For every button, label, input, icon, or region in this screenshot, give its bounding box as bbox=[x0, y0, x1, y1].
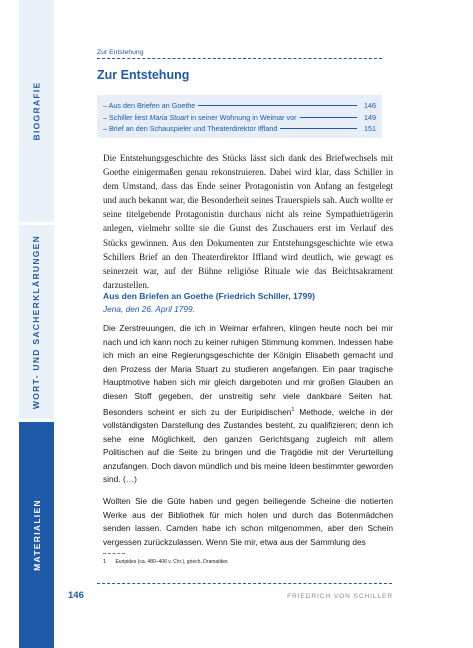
letter-date: Jena, den 26. April 1799. bbox=[103, 304, 195, 314]
toc-page: 149 bbox=[364, 112, 376, 122]
footnote-divider bbox=[103, 553, 125, 554]
toc-item[interactable] bbox=[103, 112, 376, 124]
section-title: Zur Entstehung bbox=[97, 68, 190, 82]
tab-materialien[interactable] bbox=[19, 422, 54, 648]
toc-item-label: – Schiller liest Maria Stuart in seiner Wohnung in Weimar vor bbox=[103, 112, 297, 122]
toc-leader bbox=[198, 105, 357, 106]
header-divider bbox=[97, 58, 382, 59]
intro-paragraph: Die Entstehungsgeschichte des Stücks lässt sich dank des Briefwechsels mit Goethe einigermaßen genau rekonstruieren. Dabei wird klar, dass Schiller in dem Umstand, dass das Ende seiner Protagonistin von Anfang an festgelegt und auch bekannt war, die Besonderheit seines Trauerspiels sah. Auch wollte er seine titelgebende Protagonistin durchaus nicht als reine Sympathieträgerin anlegen, vielmehr sollte sie die Gunst des Zuschauers erst im Verlauf des Stücks gewinnen. Aus den Dokumenten zur Entstehungsgeschichte wie etwa Schillers Brief an den Theaterdirektor Iffland wird deutlich, wie gewagt es seinerzeit war, auf der Bühne religiöse Rituale wie das Beichtsakrament darzustellen. bbox=[103, 153, 393, 290]
footnote-marker[interactable]: 1 bbox=[291, 406, 295, 413]
footnote bbox=[103, 559, 229, 565]
table-of-contents bbox=[97, 95, 382, 138]
toc-item[interactable] bbox=[103, 123, 376, 135]
toc-page: 146 bbox=[364, 101, 376, 110]
tab-label-materialien: MATERIALIEN bbox=[31, 499, 42, 571]
page-number: 146 bbox=[68, 590, 84, 601]
running-head: Zur Entstehung bbox=[97, 49, 144, 56]
footnote-number: 1 bbox=[103, 559, 107, 565]
letter-heading: Aus den Briefen an Goethe (Friedrich Schiller, 1799) bbox=[103, 291, 316, 301]
tab-label-biografie: BIOGRAFIE bbox=[31, 81, 42, 141]
footer-divider bbox=[97, 583, 392, 584]
toc-leader bbox=[300, 117, 358, 118]
toc-item-label: – Brief an den Schauspieler und Theaterdirektor Iffland bbox=[103, 124, 278, 133]
toc-page: 151 bbox=[364, 124, 376, 133]
toc-item-label: – Aus den Briefen an Goethe bbox=[103, 101, 196, 110]
footer-author: FRIEDRICH VON SCHILLER bbox=[287, 593, 393, 600]
letter-paragraph: Die Zerstreuungen, die ich in Weimar erfahren, klingen heute noch bei mir nach und ich kann noch zu keiner ruhigen Stimmung kommen. Indessen habe ich mich an eine Regierungsgeschichte der Königin Elisabeth gemacht und den Prozess der Maria Stuart zu studieren angefangen. Ein paar tragische Hauptmotive haben sich mir gleich dargeboten und mir großen Glauben an diesen Stoff gegeben, der unstreitig sehr viele dankbare Seiten hat. Besonders scheint er sich zu der Euripidischen$^1$ Methode, welche in der vollständigsten Darstellung des Zustandes besteht, zu qualifizieren; denn ich sehe eine Möglichkeit, den ganzen Gerichtsgang zugleich mit allem Politischen auf die Seite zu bringen und die Tragödie mit der Verurteilung anzufangen. Doch davon mündlich und bis meine Ideen bestimmter geworden sind. (…) bbox=[103, 323, 393, 485]
toc-item[interactable] bbox=[103, 100, 376, 112]
sidebar bbox=[0, 0, 54, 648]
footnote-text: Euripides (ca. 480–406 v. Chr.), griech. Dramatiker. bbox=[115, 559, 229, 565]
tab-wort-und-sacherklaerungen[interactable] bbox=[19, 225, 54, 419]
letter-paragraph: Wollten Sie die Güte haben und gegen beiliegende Scheine die notierten Werke aus der Bibliothek für mich holen und durch das Botenmädchen senden lassen. Camden habe ich schon mitgenommen, aber den Schein vergessen zurückzulassen. Wenn Sie mir, etwa aus der Sammlung des bbox=[103, 496, 393, 547]
tab-label-wort: WORT- UND SACHERKLÄRUNGEN bbox=[31, 234, 42, 410]
tab-biografie[interactable] bbox=[19, 0, 54, 222]
toc-leader bbox=[280, 128, 357, 129]
